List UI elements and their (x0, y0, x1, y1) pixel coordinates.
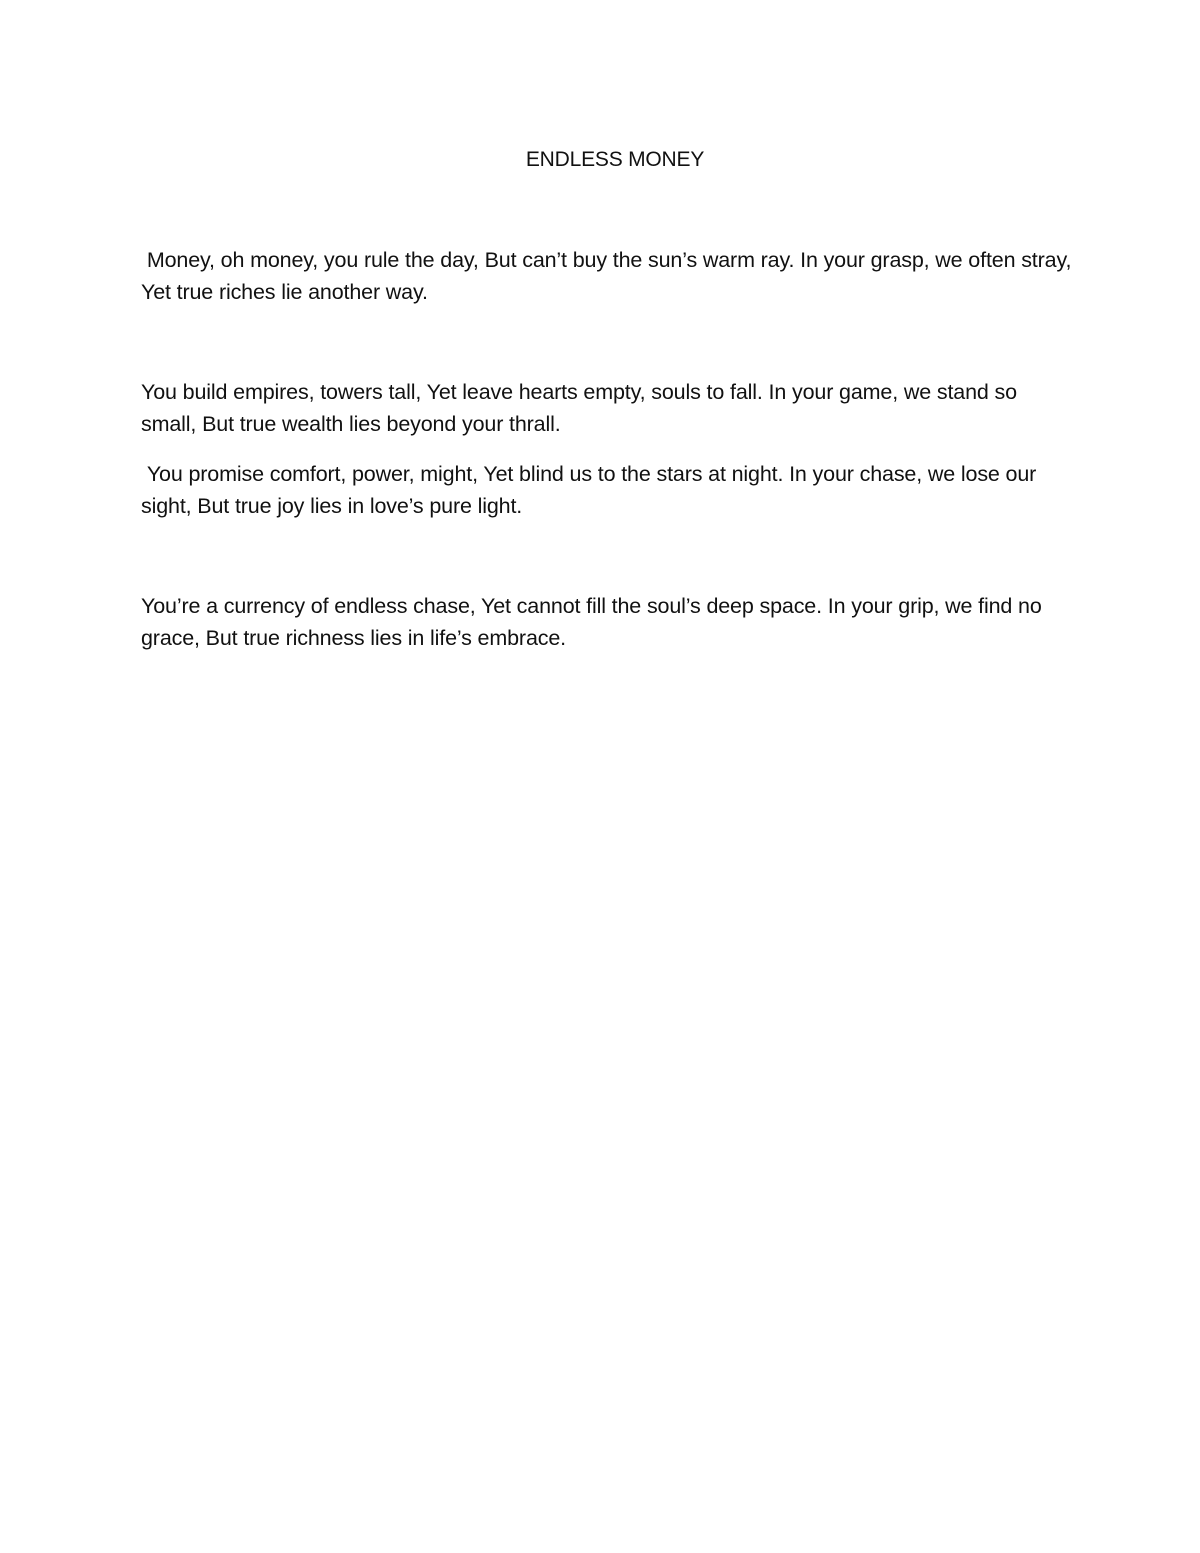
stanza-2: You build empires, towers tall, Yet leave hearts empty, souls to fall. In your game, we stand so small, But true wealth lies beyond your thrall. (141, 380, 1017, 436)
stanza-4: You’re a currency of endless chase, Yet cannot fill the soul’s deep space. In your grip, we find no grace, But true richness lies in life’s embrace. (141, 594, 1042, 650)
stanza-3: You promise comfort, power, might, Yet blind us to the stars at night. In your chase, we lose our sight, But true joy lies in love’s pure light. (141, 462, 1042, 518)
stanza-1: Money, oh money, you rule the day, But can’t buy the sun’s warm ray. In your grasp, we often stray, Yet true riches lie another way. (141, 248, 1077, 304)
document-title: ENDLESS MONEY (525, 148, 705, 171)
